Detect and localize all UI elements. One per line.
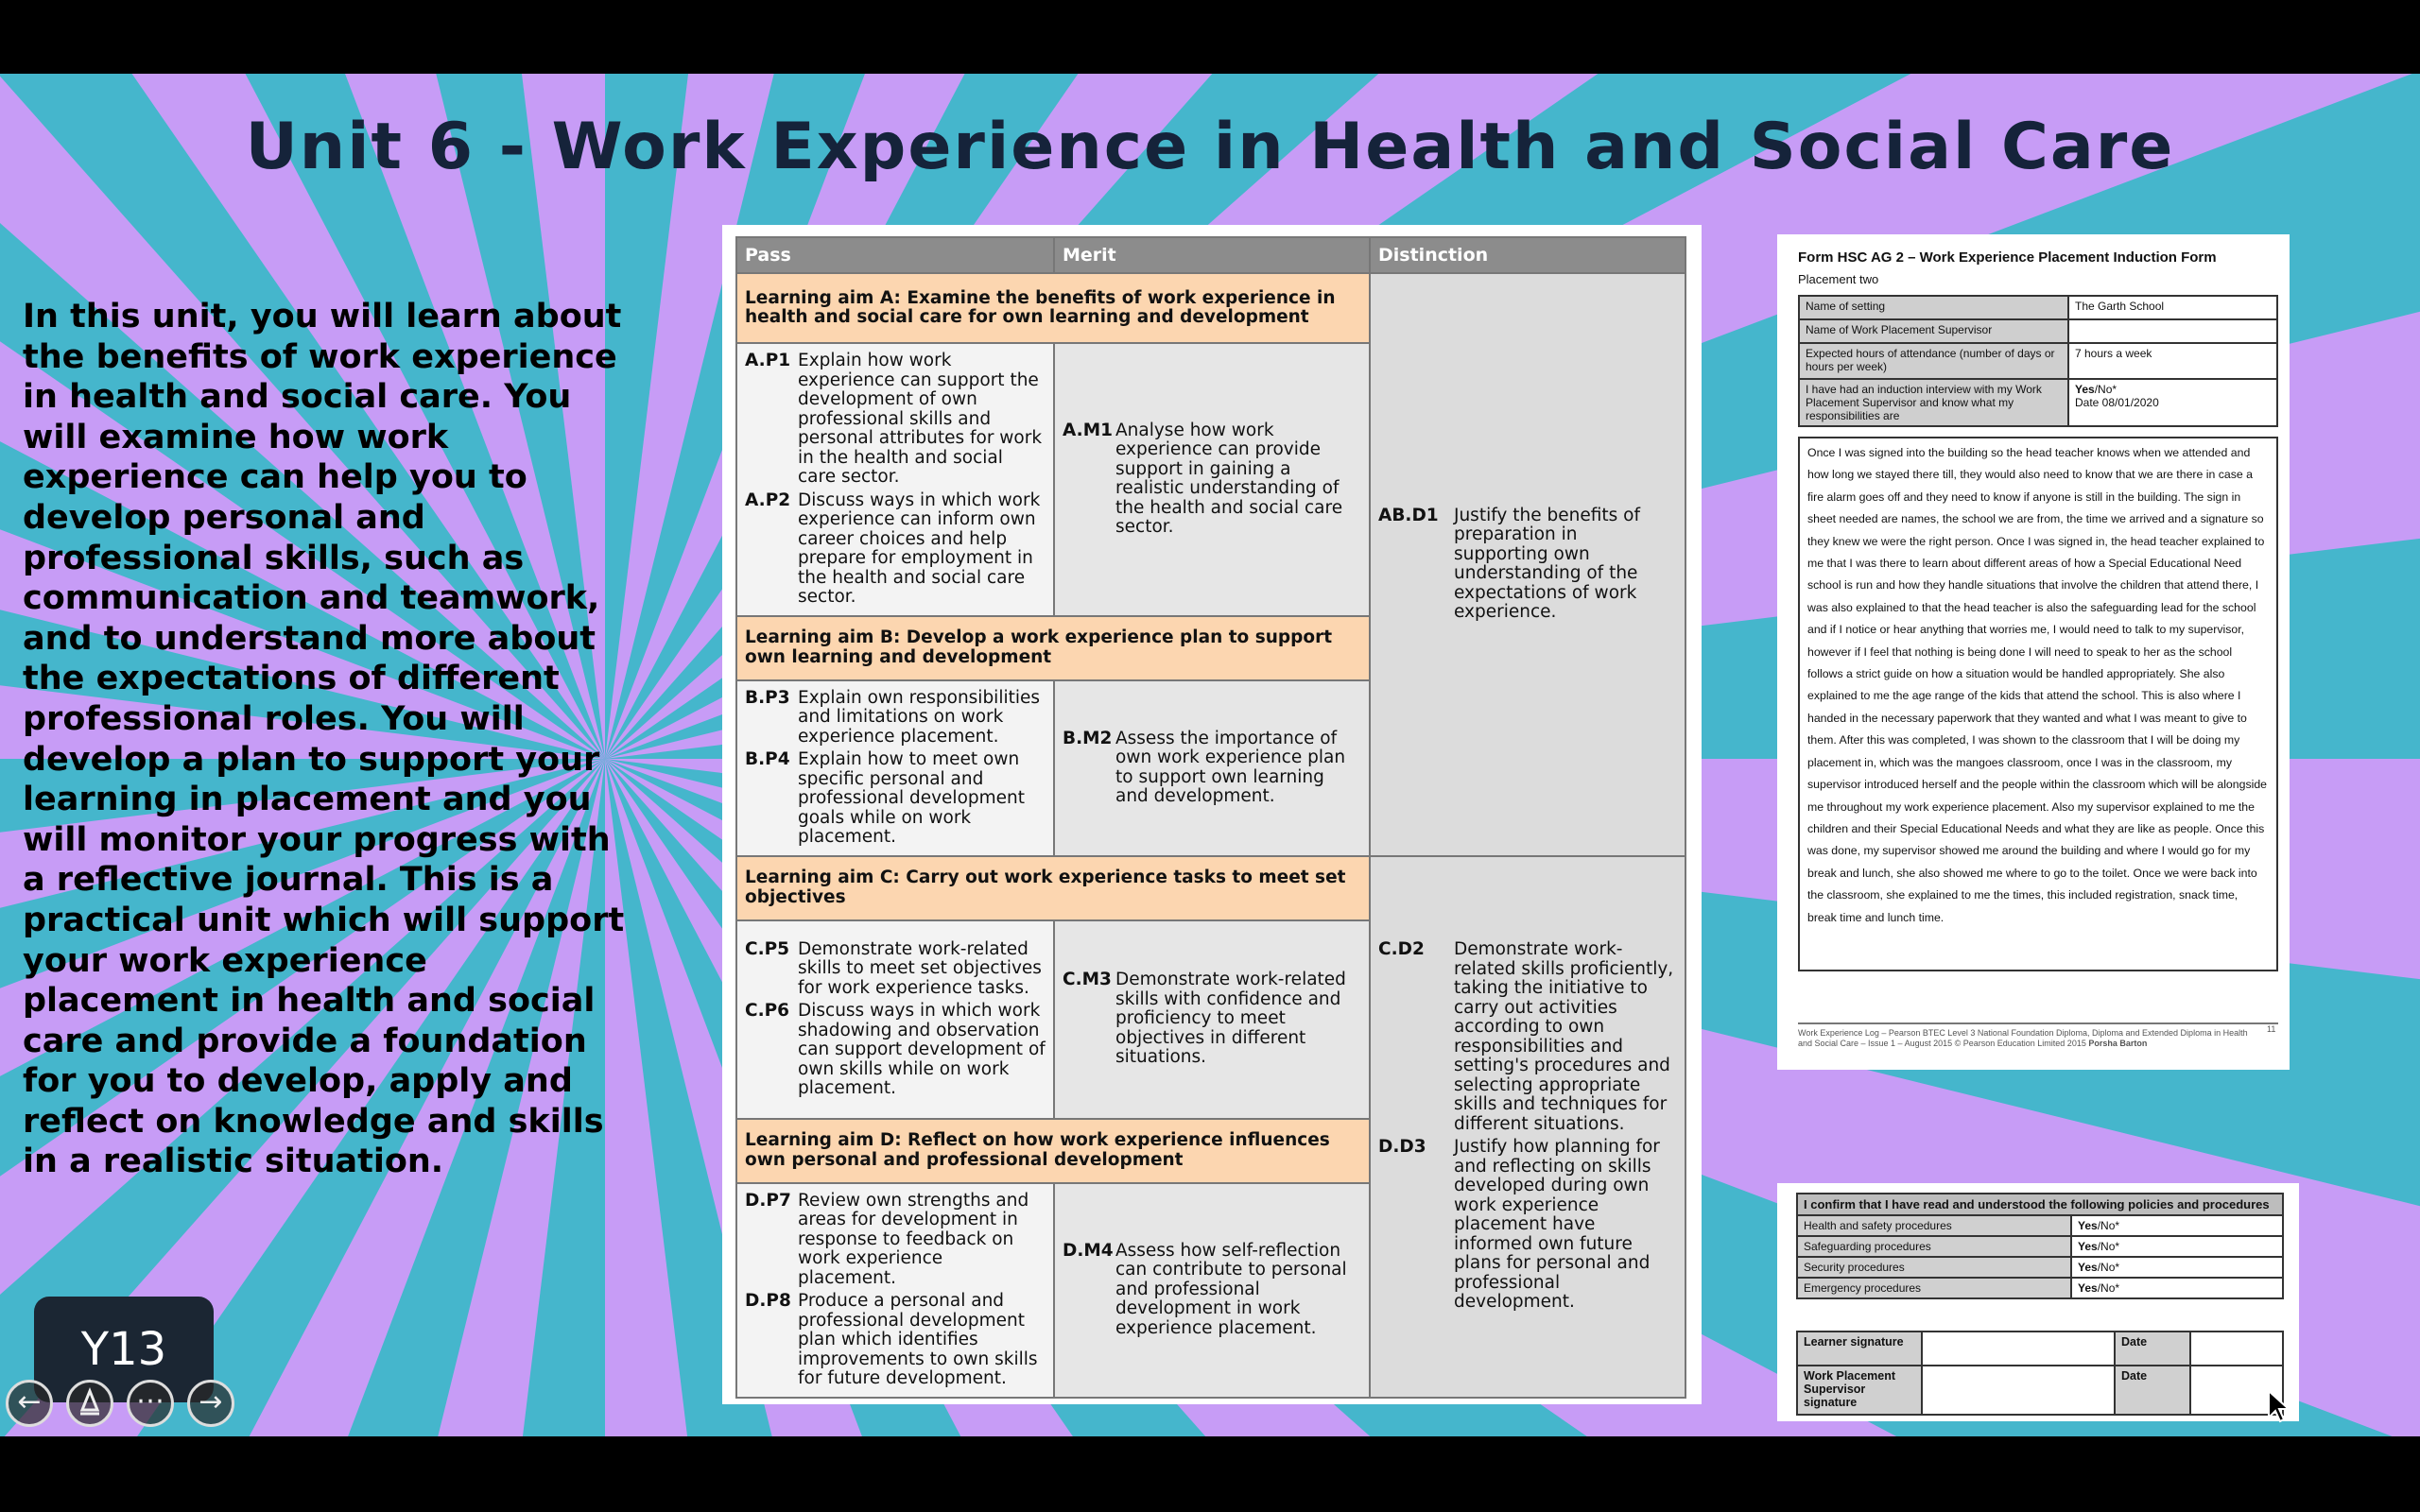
criterion-cp5: C.P5 Demonstrate work-related skills to meet set objectives for work experience tasks. (745, 938, 1042, 998)
criterion-cm3: C.M3 Demonstrate work-related skills with confidence and proficiency to meet objectives in different situations. (1063, 970, 1346, 1068)
policy-health-safety: Health and safety procedures (1797, 1215, 2071, 1236)
mouse-pointer-icon (2267, 1389, 2291, 1423)
pass-b (736, 680, 1054, 856)
slide-title: Unit 6 - Work Experience in Health and Social Care (245, 110, 2175, 184)
header-distinction: Distinction (1370, 237, 1685, 273)
arrow-right-icon[interactable]: → (187, 1380, 234, 1427)
footer-name: Porsha Barton (2088, 1039, 2148, 1048)
learner-date-label: Date (2115, 1332, 2190, 1366)
criterion-dp8: D.P8 Produce a personal and professional development plan which identifies improvements to own skills for future development. (745, 1291, 1038, 1388)
unit-intro-text: In this unit, you will learn about the benefits of work experience in health and social care. You will examine how work experience can help you to develop personal and professional skills, such as communication and teamwork, and to understand more about the expectations of different professional roles. You will develop a plan to support your learning in placement and you will monitor your progress with a reflective journal. This is a practical unit which will support your work experience placement in health and social care and provide a foundation for you to develop, apply and reflect on knowledge and skills in a realistic situation. (23, 298, 625, 1181)
header-pass: Pass (736, 237, 1054, 273)
criterion-abd1: AB.D1 Justify the benefits of preparation in supporting own understanding of the expectations of work experience. (1378, 505, 1640, 623)
induction-form (1777, 234, 2290, 1070)
hours-value: 7 hours a week (2068, 343, 2277, 379)
arrow-left-icon[interactable]: ← (6, 1380, 53, 1427)
criteria-header-row (736, 237, 1685, 273)
supervisor-signature-label: Work Placement Supervisor signature (1797, 1366, 1922, 1415)
learner-signature-field (1922, 1332, 2115, 1366)
distinction-cd (1370, 856, 1685, 1398)
induction-narrative: Once I was signed into the building so the head teacher knows when we attended and how long we stayed there till, they would also need to know that we are there in case a fire alarm goes off and they need to know if anyone is still in the building. The sign in sheet needed are names, the school we are from, the time we arrived and a signature so they knew we were the right person. Once I was signed in, the head teacher explained to me that I was there to learn about different areas of how a Special Educational Need school is run and how they handle situations that involve the children that attend there, I was also explained to that the head teacher is also the safeguarding lead for the school and if I notice or hear anything that worries me, I would need to talk to my supervisor, however if I feel that nothing is being done I will need to speak to her as the school follows a strict guide on how a situation would be handled appropriately. She also explained to me the age range of the kids that attend the school. This is also where I handed in the necessary paperwork that they wanted and what I was meant to give to them. After this was completed, I was shown to the classroom that I will be doing my placement in, which was the mangoes classroom, once I was in the classroom, my supervisor introduced herself and the people within the classroom which will be alongside me throughout my work experience placement. Also my supervisor explained to me the children and their Special Educational Needs and what they are like as people. Once this was done, my supervisor showed me around the building and where I would go for my break and lunch, she also showed me where to go to the toilet. Once we were back into the classroom, she explained to me the times, this included registration, snack time, break time and lunch time. (1798, 437, 2278, 971)
induction-date: Date 08/01/2020 (2075, 396, 2159, 409)
distinction-ab (1370, 273, 1685, 856)
setting-label: Name of setting (1799, 296, 2068, 319)
criterion-cp6: C.P6 Discuss ways in which work shadowing and observation can support development of own skills while on work placement. (745, 1001, 1046, 1098)
policies-header: I confirm that I have read and understood the following policies and procedures (1797, 1194, 2283, 1215)
criterion-ap1: A.P1 Explain how work experience can support the development of own professional skills and personal attributes for work in the health and social care sector. (745, 351, 1043, 487)
learning-aim-a: Learning aim A: Examine the benefits of work experience in health and social care for own learning and development (736, 273, 1370, 343)
pass-a (736, 343, 1054, 616)
criterion-dp7: D.P7 Review own strengths and areas for development in response to feedback on work experience placement. (745, 1190, 1029, 1288)
learner-signature-label: Learner signature (1797, 1332, 1922, 1366)
criterion-am1: A.M1 Analyse how work experience can provide support in gaining a realistic understanding of the health and social care sector. (1063, 420, 1343, 538)
policy-health-safety-answer: Yes/No* (2071, 1215, 2283, 1236)
criterion-cd2: C.D2 Demonstrate work-related skills proficiently, taking the initiative to carry out activities according to own responsibilities and setting's procedures and selecting appropriate skills and techniques for different situations. (1378, 939, 1674, 1134)
learning-aim-d: Learning aim D: Reflect on how work experience influences own personal and professional development (736, 1119, 1370, 1183)
criterion-dm4: D.M4 Assess how self-reflection can contribute to personal and professional development in work experience placement. (1063, 1240, 1347, 1338)
criterion-bm2: B.M2 Assess the importance of own work experience plan to support own learning and development. (1063, 728, 1346, 806)
policy-safeguarding: Safeguarding procedures (1797, 1236, 2071, 1257)
pass-d (736, 1183, 1054, 1398)
policy-emergency-answer: Yes/No* (2071, 1278, 2283, 1298)
class-badge: Y13 (34, 1297, 214, 1402)
merit-d (1054, 1183, 1370, 1398)
learner-date-field (2190, 1332, 2283, 1366)
criterion-bp4: B.P4 Explain how to meet own specific personal and professional development goals while on work placement. (745, 749, 1026, 847)
merit-b (1054, 680, 1370, 856)
page-number: 11 (2267, 1024, 2276, 1034)
pen-icon[interactable] (66, 1380, 113, 1427)
policy-security: Security procedures (1797, 1257, 2071, 1278)
learning-aim-c: Learning aim C: Carry out work experience tasks to meet set objectives (736, 856, 1370, 920)
setting-value: The Garth School (2068, 296, 2277, 319)
assessment-criteria-table (722, 225, 1702, 1404)
footer-divider (1798, 1022, 2278, 1024)
criterion-dd3: D.D3 Justify how planning for and reflecting on skills developed during own work experience placement have informed own future plans for personal and professional development. (1378, 1137, 1660, 1313)
hours-label: Expected hours of attendance (number of days or hours per week) (1799, 343, 2068, 379)
supervisor-signature-field (1922, 1366, 2115, 1415)
criterion-bp3: B.P3 Explain own responsibilities and limitations on work experience placement. (745, 687, 1041, 747)
policy-security-answer: Yes/No* (2071, 1257, 2283, 1278)
criterion-ap2: A.P2 Discuss ways in which work experience can inform own career choices and help prepare for employment in the health and social care sector. (745, 490, 1041, 607)
supervisor-value (2068, 319, 2277, 343)
induction-answer: Yes/No* Date 08/01/2020 (2068, 379, 2277, 426)
policy-emergency: Emergency procedures (1797, 1278, 2071, 1298)
pass-c (736, 920, 1054, 1119)
header-merit: Merit (1054, 237, 1370, 273)
more-icon[interactable]: ⋯ (127, 1380, 174, 1427)
merit-c (1054, 920, 1370, 1119)
policies-form (1777, 1183, 2299, 1421)
supervisor-date-label: Date (2115, 1366, 2190, 1415)
supervisor-label: Name of Work Placement Supervisor (1799, 319, 2068, 343)
induction-form-title: Form HSC AG 2 – Work Experience Placement Induction Form (1798, 249, 2217, 266)
induction-form-subtitle: Placement two (1798, 272, 1879, 286)
merit-a (1054, 343, 1370, 616)
policy-safeguarding-answer: Yes/No* (2071, 1236, 2283, 1257)
learning-aim-b: Learning aim B: Develop a work experience plan to support own learning and development (736, 616, 1370, 680)
slide (0, 74, 2420, 1436)
induction-label: I have had an induction interview with my Work Placement Supervisor and know what my responsibilities are (1799, 379, 2068, 426)
induction-form-footer: Work Experience Log – Pearson BTEC Level 3 National Foundation Diploma, Diploma and Extended Diploma in Health and Social Care – Issue 1 – August 2015 © Pearson Education Limited 2015 Porsha Barton (1798, 1028, 2248, 1048)
